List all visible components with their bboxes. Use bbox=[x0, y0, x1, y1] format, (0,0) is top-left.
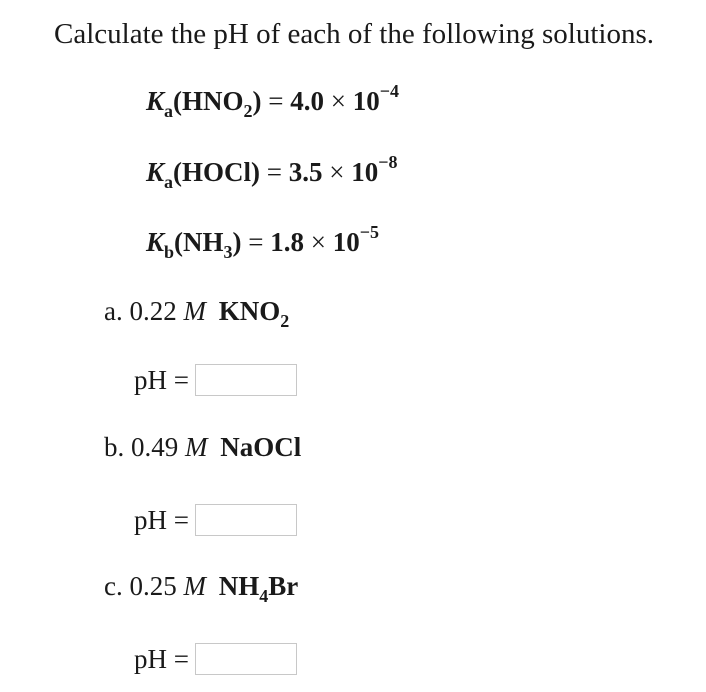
part-label: c. bbox=[104, 571, 123, 601]
part-a-prompt bbox=[104, 293, 289, 332]
ph-label: pH = bbox=[134, 364, 189, 395]
formula-main: NaOCl bbox=[220, 432, 302, 462]
formula-main: NH bbox=[218, 571, 260, 601]
constant-subscript: a bbox=[164, 172, 174, 192]
equals-sign: = bbox=[268, 86, 284, 116]
ph-input-a[interactable] bbox=[195, 364, 297, 396]
constant-base: 10 bbox=[352, 86, 380, 116]
constant-symbol: K bbox=[146, 157, 165, 187]
part-a-answer-row bbox=[134, 359, 297, 398]
times-sign: × bbox=[329, 157, 345, 187]
constant-subscript: a bbox=[164, 101, 174, 121]
part-formula bbox=[220, 432, 301, 462]
part-unit: M bbox=[183, 571, 206, 601]
constant-formula: (HOCl bbox=[173, 157, 252, 187]
part-b-answer-row bbox=[134, 499, 297, 538]
constant-formula-end: ) bbox=[251, 157, 261, 187]
constant-formula: (NH bbox=[174, 227, 224, 257]
part-concentration: 0.49 bbox=[131, 432, 179, 462]
constant-exponent: −8 bbox=[378, 152, 398, 172]
equals-sign: = bbox=[248, 227, 264, 257]
part-concentration: 0.25 bbox=[129, 571, 177, 601]
part-formula bbox=[218, 571, 299, 606]
part-concentration: 0.22 bbox=[129, 296, 177, 326]
constant-exponent: −5 bbox=[359, 222, 380, 242]
part-unit: M bbox=[183, 296, 206, 326]
constant-mantissa: 1.8 bbox=[270, 227, 305, 257]
constant-subscript: b bbox=[164, 242, 175, 262]
ph-input-c[interactable] bbox=[195, 643, 297, 675]
constant-formula: (HNO bbox=[173, 86, 244, 116]
ph-input-b[interactable] bbox=[195, 504, 297, 536]
constant-ka-hno2 bbox=[146, 83, 399, 122]
constant-base: 10 bbox=[351, 157, 379, 187]
formula-subscript: 2 bbox=[280, 311, 290, 331]
part-label: b. bbox=[104, 432, 125, 462]
constant-ka-hocl bbox=[146, 154, 398, 193]
constant-formula-end: ) bbox=[232, 227, 242, 257]
times-sign: × bbox=[310, 227, 326, 257]
equals-sign: = bbox=[266, 157, 282, 187]
constant-formula-end: ) bbox=[252, 86, 262, 116]
constant-symbol: K bbox=[146, 86, 165, 116]
ph-label: pH = bbox=[134, 504, 189, 535]
constant-symbol: K bbox=[146, 227, 165, 257]
part-unit: M bbox=[185, 432, 208, 462]
constant-formula-subscript: 3 bbox=[223, 242, 233, 262]
part-c-answer-row bbox=[134, 638, 297, 677]
constant-mantissa: 3.5 bbox=[288, 157, 323, 187]
formula-main: KNO bbox=[218, 296, 281, 326]
formula-end: Br bbox=[268, 571, 299, 601]
ph-label: pH = bbox=[134, 643, 189, 674]
question-heading: Calculate the pH of each of the following solutions. bbox=[54, 18, 654, 50]
part-formula bbox=[218, 296, 290, 331]
formula-subscript: 4 bbox=[259, 586, 269, 606]
constant-kb-nh3 bbox=[146, 224, 379, 263]
part-c-prompt bbox=[104, 568, 298, 607]
constant-mantissa: 4.0 bbox=[290, 86, 324, 116]
constant-base: 10 bbox=[332, 227, 360, 257]
constant-exponent: −4 bbox=[379, 81, 399, 101]
part-label: a. bbox=[104, 296, 123, 326]
times-sign: × bbox=[330, 86, 346, 116]
constant-formula-subscript: 2 bbox=[243, 101, 253, 121]
part-b-prompt bbox=[104, 429, 301, 468]
